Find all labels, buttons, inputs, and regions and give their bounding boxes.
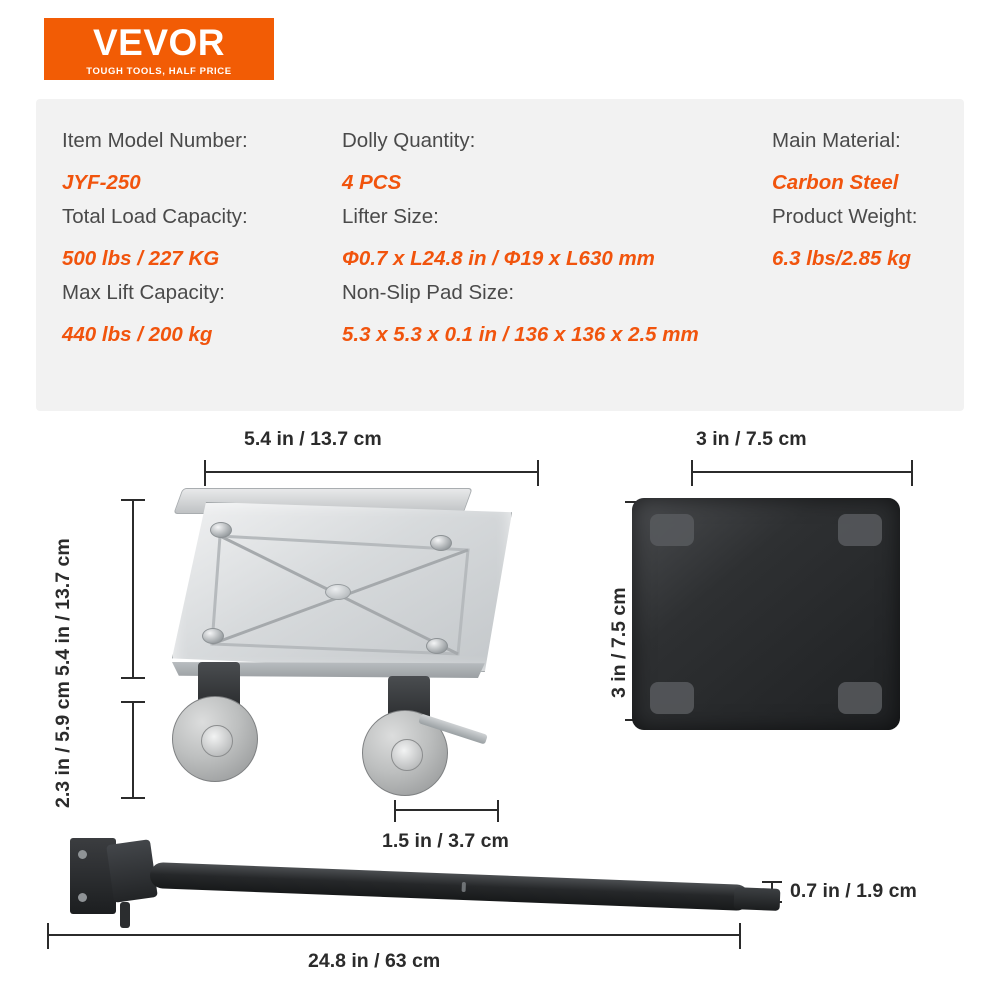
mounting-hole — [78, 893, 87, 902]
brand-tagline: TOUGH TOOLS, HALF PRICE — [86, 65, 232, 77]
spec-cell-product-weight — [772, 195, 946, 271]
dolly-bolt — [202, 628, 224, 644]
brand-name: VEVOR — [92, 21, 226, 63]
spec-value: Carbon Steel — [772, 171, 899, 194]
spec-cell-dolly-quantity — [342, 119, 772, 195]
dim-label-pad-height: 3 in / 7.5 cm — [608, 587, 630, 698]
spec-value: 5.3 x 5.3 x 0.1 in / 136 x 136 x 2.5 mm — [342, 323, 699, 346]
dim-label-bar-length: 24.8 in / 63 cm — [308, 950, 441, 972]
dim-label-dolly-depth: 5.4 in / 13.7 cm — [52, 538, 74, 676]
non-slip-pad-illustration — [632, 498, 902, 738]
mounting-hole — [78, 850, 87, 859]
lifter-pivot-pin — [120, 902, 130, 928]
spec-label: Product Weight: — [772, 205, 918, 228]
spec-label: Max Lift Capacity: — [62, 281, 225, 304]
dolly-center-hub — [325, 584, 351, 600]
specification-grid — [62, 119, 946, 347]
vevor-logo — [44, 18, 274, 80]
dim-label-wheel-size: 1.5 in / 3.7 cm — [382, 830, 509, 852]
spec-cell-model — [62, 119, 342, 195]
spec-value: 500 lbs / 227 KG — [62, 247, 220, 270]
spec-cell-lifter-size — [342, 195, 772, 271]
shaft-marking — [462, 882, 466, 892]
dim-label-bar-diameter: 0.7 in / 1.9 cm — [790, 880, 917, 902]
spec-value: 6.3 lbs/2.85 kg — [772, 247, 912, 270]
wheel-dolly-illustration — [150, 480, 570, 840]
spec-value: 440 lbs / 200 kg — [62, 323, 213, 346]
pad-corner-recess — [650, 514, 694, 546]
spec-cell-non-slip-pad-size — [342, 271, 772, 347]
spec-cell-main-material — [772, 119, 946, 195]
dolly-bolt — [210, 522, 232, 538]
dim-label-pad-width: 3 in / 7.5 cm — [696, 428, 807, 450]
spec-label: Dolly Quantity: — [342, 129, 476, 152]
spec-label: Lifter Size: — [342, 205, 439, 228]
specification-panel — [36, 99, 964, 411]
spec-value: 4 PCS — [342, 171, 402, 194]
lifter-bar-illustration — [58, 828, 778, 938]
lifter-shaft — [150, 862, 751, 911]
spec-cell-max-lift-capacity — [62, 271, 342, 347]
dolly-bolt — [430, 535, 452, 551]
pad-corner-recess — [838, 514, 882, 546]
spec-cell-empty — [772, 271, 946, 347]
lifter-shaft-tip — [734, 887, 781, 911]
pad-corner-recess — [838, 682, 882, 714]
spec-cell-total-load-capacity — [62, 195, 342, 271]
caster-wheel-tread — [172, 696, 258, 782]
dolly-bolt — [426, 638, 448, 654]
spec-value: Φ0.7 x L24.8 in / Φ19 x L630 mm — [342, 247, 655, 270]
spec-value: JYF-250 — [62, 171, 141, 194]
non-slip-pad-body — [632, 498, 900, 730]
dim-label-dolly-width: 5.4 in / 13.7 cm — [244, 428, 382, 450]
spec-label: Non-Slip Pad Size: — [342, 281, 515, 304]
spec-label: Item Model Number: — [62, 129, 248, 152]
dim-label-dolly-height: 2.3 in / 5.9 cm — [52, 681, 74, 808]
spec-label: Main Material: — [772, 129, 901, 152]
product-illustrations — [0, 410, 1000, 1000]
spec-label: Total Load Capacity: — [62, 205, 248, 228]
pad-corner-recess — [650, 682, 694, 714]
